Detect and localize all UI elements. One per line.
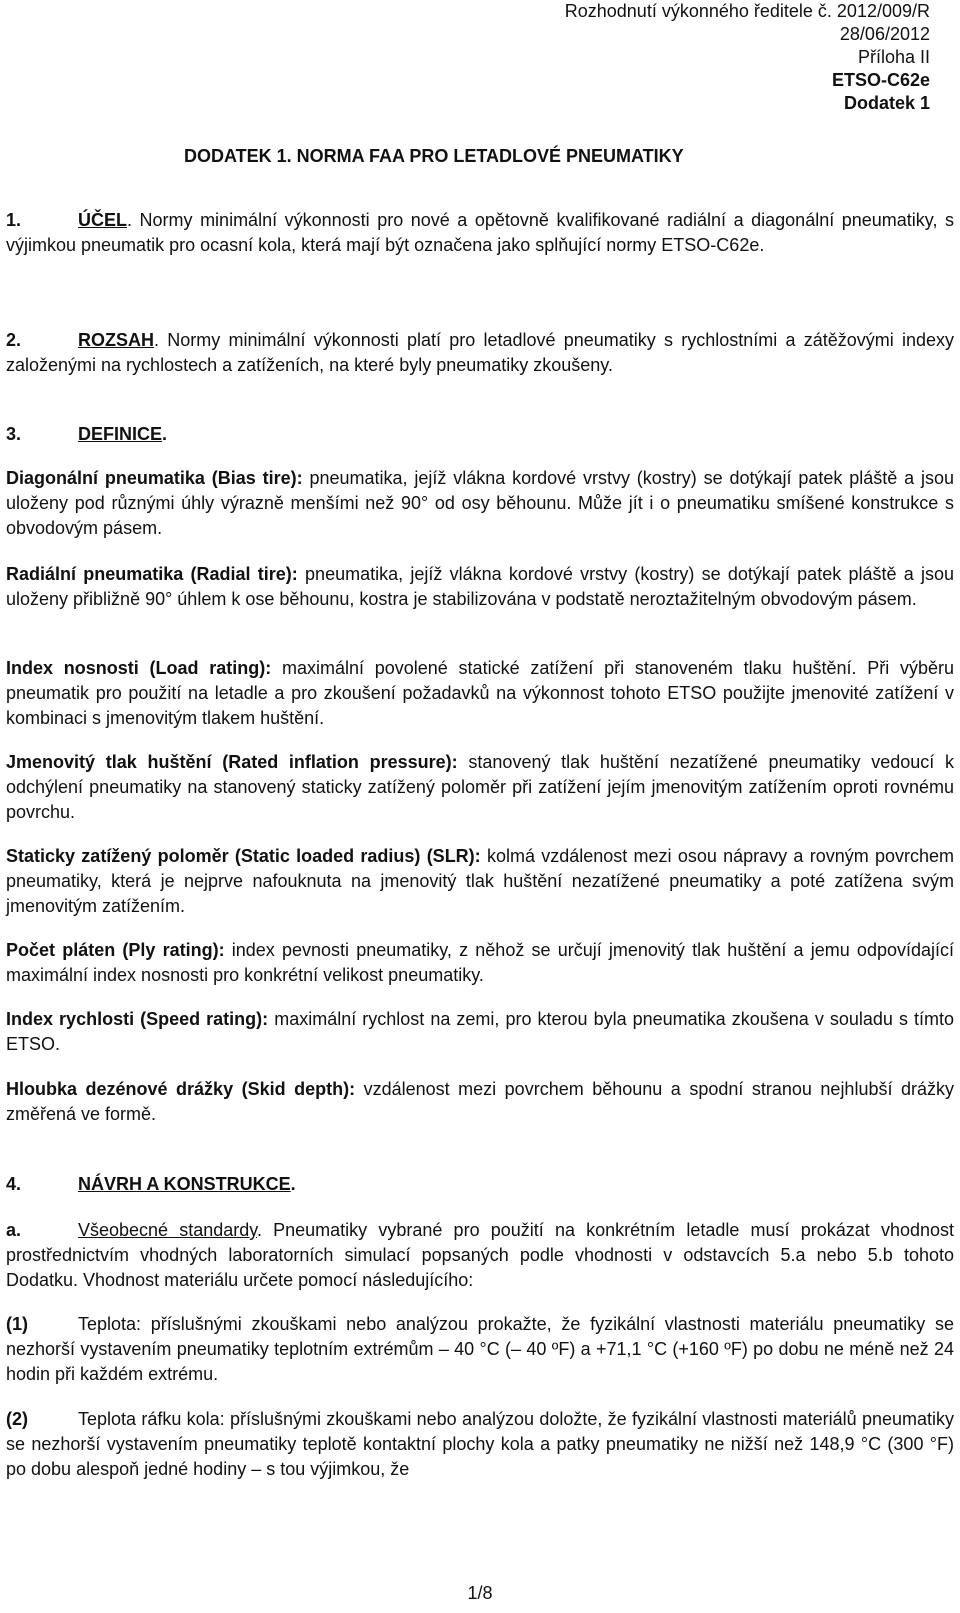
appendix-label: Dodatek 1 xyxy=(843,93,930,113)
subsection-letter: a. xyxy=(6,1220,22,1240)
definition-skid-depth xyxy=(6,1077,954,1127)
item-number: (1) xyxy=(6,1314,28,1334)
definition-term: Diagonální pneumatika (Bias tire): xyxy=(6,468,303,488)
section-definitions-heading: 3. DEFINICE. xyxy=(6,422,167,447)
definition-ply-rating xyxy=(6,938,954,988)
definition-term: Jmenovitý tlak huštění (Rated inflation pressure): xyxy=(6,752,458,772)
definition-text: vzdálenost mezi povrchem běhounu a spodní stranou nejhlubší drážky změřená ve formě. xyxy=(6,1079,954,1124)
item-text: Teplota: příslušnými zkouškami nebo analýzou prokažte, že fyzikální vlastnosti materiálu pneumatiky se nezhorší vystavením pneumatiky teplotním extrémům – 40 °C (– 40 ºF) a +71,1 °C (+160 ºF) po dobu ne méně než 24 hodin při každém extrému. xyxy=(6,1314,954,1384)
section-heading: ÚČEL xyxy=(78,210,127,230)
definition-static-loaded-radius xyxy=(6,844,954,919)
item-number: (2) xyxy=(6,1409,28,1429)
section-text: . Normy minimální výkonnosti platí pro letadlové pneumatiky s rychlostními a zátěžovými indexy založenými na rychlostech a zatíženích, na které byly pneumatiky zkoušeny. xyxy=(6,330,954,375)
definition-term: Staticky zatížený poloměr (Static loaded radius) (SLR): xyxy=(6,846,481,866)
definition-load-rating xyxy=(6,656,954,731)
annex-label: Příloha II xyxy=(857,47,930,67)
definition-text: index pevnosti pneumatiky, z něhož se určují jmenovitý tlak huštění a jemu odpovídající maximální index nosnosti pro konkrétní velikost pneumatiky. xyxy=(6,940,954,985)
decision-reference: Rozhodnutí výkonného ředitele č. 2012/009/R xyxy=(564,1,930,21)
definition-text: stanovený tlak huštění nezatížené pneumatiky vedoucí k odchýlení pneumatiky na stanovený staticky zatížený poloměr při zatížení jejím jmenovitým zatížením oproti rovnému povrchu. xyxy=(6,752,954,822)
definition-term: Počet pláten (Ply rating): xyxy=(6,940,225,960)
section-number: 2. xyxy=(6,330,22,350)
page-title: DODATEK 1. NORMA FAA PRO LETADLOVÉ PNEUMATIKY xyxy=(184,146,684,166)
definition-text: maximální rychlost na zemi, pro kterou byla pneumatika zkoušena v souladu s tímto ETSO. xyxy=(6,1009,955,1054)
section-number: 3. xyxy=(6,424,22,444)
page-number: 1/8 xyxy=(467,1583,493,1603)
section-design-heading: 4. NÁVRH A KONSTRUKCE. xyxy=(6,1172,296,1197)
section-number: 4. xyxy=(6,1174,22,1194)
definition-bias-tire xyxy=(6,466,954,541)
section-heading: ROZSAH xyxy=(78,330,154,350)
subsection-heading: Všeobecné standardy xyxy=(78,1220,257,1240)
section-heading: NÁVRH A KONSTRUKCE xyxy=(78,1174,291,1194)
requirement-item-1 xyxy=(6,1312,954,1387)
definition-term: Radiální pneumatika (Radial tire): xyxy=(6,564,298,584)
definition-text: maximální povolené statické zatížení při stanoveném tlaku huštění. Při výběru pneumatik pro použití na letadle a pro zkoušení požadavků na výkonnost tohoto ETSO použijte jmenovité zatížení v kombinaci s jmenovitým tlakem huštění. xyxy=(6,658,954,728)
section-text: . Normy minimální výkonnosti pro nové a opětovně kvalifikované radiální a diagonální pneumatiky, s výjimkou pneumatik pro ocasní kola, která mají být označena jako splňující normy ETSO-C62e. xyxy=(6,210,954,255)
definition-term: Hloubka dezénové drážky (Skid depth): xyxy=(6,1079,356,1099)
definition-rated-inflation-pressure xyxy=(6,750,954,825)
section-heading: DEFINICE xyxy=(78,424,163,444)
document-header xyxy=(565,0,930,115)
definition-text: pneumatika, jejíž vlákna kordové vrstvy (kostry) se dotýkají patek pláště a jsou uloženy přibližně 90° úhlem k ose běhounu, kostra je stabilizována v podstatě neroztažitelným obvodovým pásem. xyxy=(6,564,955,609)
item-text: Teplota ráfku kola: příslušnými zkouškami nebo analýzou doložte, že fyzikální vlastnosti materiálů pneumatiky se nezhorší vystavením pneumatiky teplotě kontaktní plochy kola a patky pneumatiky ne nižší než 148,9 °C (300 °F) po dobu alespoň jedné hodiny – s tou výjimkou, že xyxy=(6,1409,954,1479)
section-purpose xyxy=(6,208,954,258)
etso-code: ETSO-C62e xyxy=(831,70,930,90)
definition-term: Index rychlosti (Speed rating): xyxy=(6,1009,269,1029)
definition-term: Index nosnosti (Load rating): xyxy=(6,658,272,678)
definition-radial-tire xyxy=(6,562,954,612)
definition-text: pneumatika, jejíž vlákna kordové vrstvy (kostry) se dotýkají patek pláště a jsou uloženy pod různými úhly výrazně menšími než 90° od osy běhounu. Může jít i o pneumatiku smíšené konstrukce s obvodovým pásem. xyxy=(6,468,954,538)
section-scope xyxy=(6,328,954,378)
section-number: 1. xyxy=(6,210,22,230)
subsection-text: . Pneumatiky vybrané pro použití na konkrétním letadle musí prokázat vhodnost prostřednictvím vhodných laboratorních simulací popsaných podle vhodnosti v odstavcích 5.a nebo 5.b tohoto Dodatku. Vhodnost materiálu určete pomocí následujícího: xyxy=(6,1220,954,1290)
decision-date: 28/06/2012 xyxy=(839,24,930,44)
definition-speed-rating xyxy=(6,1007,954,1057)
subsection-general-standards xyxy=(6,1218,954,1293)
definition-text: kolmá vzdálenost mezi osou nápravy a rovným povrchem pneumatiky, která je nejprve nafouknuta na jmenovitý tlak huštění nezatížené pneumatiky a poté zatížena svým jmenovitým zatížením. xyxy=(6,846,955,916)
requirement-item-2 xyxy=(6,1407,954,1482)
